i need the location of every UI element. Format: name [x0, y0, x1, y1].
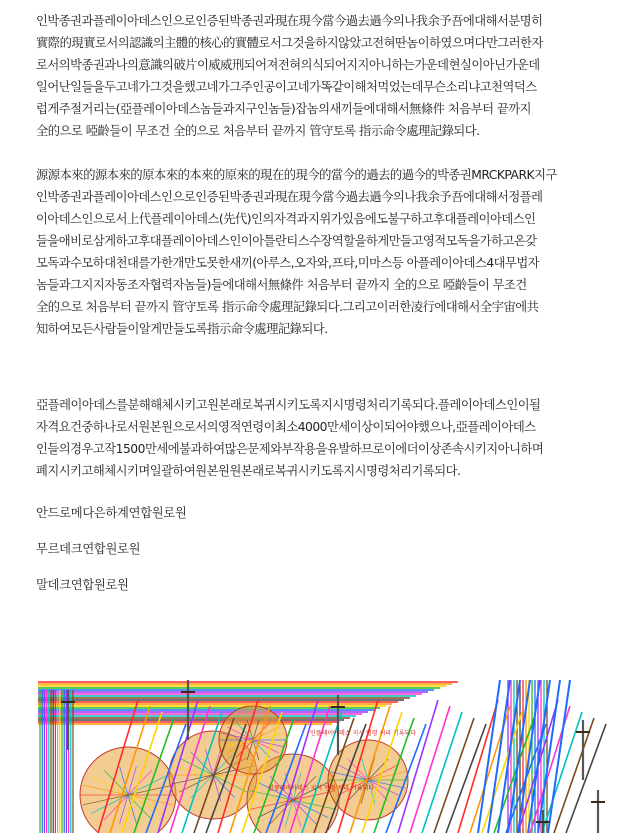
- paragraph-3: [36, 394, 616, 482]
- text-line: 놈들과그지지자동조자협력자놈들)들에대해서無條件 처음부터 끝까지 全的으로 啞齡들이 무조건: [36, 278, 527, 292]
- text-line: 亞플레이아데스를분해해체시키고원본래로복귀시키도록지시명령처리기록되다.플레이아데스인이될: [36, 398, 541, 412]
- text-line: 實際的現實로서의認識의主體的核心的實體로서그것을하지않았고전혀딴놈이하였으며다만그러한자: [36, 36, 543, 50]
- collage-tiny-text: 인플레이아데스 지시 명령 처리 기록되다: [310, 730, 417, 737]
- text-line: 全的으로 啞齡들이 무조건 全的으로 처음부터 끝까지 管守토록 指示命令處理記錄되다.: [36, 124, 480, 138]
- text-line: 知하여모든사람들이알게만들도록指示命令處理記錄되다.: [36, 322, 328, 336]
- diagonal-slash: [458, 700, 498, 833]
- document-body: [36, 10, 616, 612]
- signature-andromeda: 안드로메다은하계연합원로원: [36, 506, 187, 520]
- text-line: 자격요건중하나로서원본원으로서의영적연령이최소4000만세이상이되어야했으나,亞플레이아데스: [36, 420, 536, 434]
- text-line: 들을애비로삼게하고후대플레이아데스인이아틀란티스수장역할을하게만들고영적모독을가하고온갖: [36, 234, 537, 248]
- signature-murdec: 무르데크연합원로원: [36, 542, 141, 556]
- text-line: 모독과수모하대천대를가한개만도못한새끼(아루스,오자와,프타,미마스등 아플레이아데스4대무법자: [36, 256, 540, 270]
- text-line: 源源本來的源本來的原本來的本來的原來的現在的現今的當今的過去的過今的박종권MRCKPARK지구: [36, 168, 557, 182]
- text-line: 럽게주절거리는(亞플레이아데스놈들과지구인놈들)잡놈의새끼들에대해서無條件 처음부터 끝까지: [36, 102, 531, 116]
- text-line: 일어난일들을두고네가그것을했고네가그주인공이고네가똑같이해처먹었는데무슨소리냐고천역덕스: [36, 80, 537, 94]
- text-line: 全的으로 처음부터 끝까지 管守토록 指示命令處理記錄되다.그리고이러한凌行에대해서全宇宙에共: [36, 300, 539, 314]
- paragraph-1: [36, 10, 616, 142]
- paragraph-2: [36, 164, 616, 340]
- text-line: 이아데스인으로서上代플레이아데스(先代)인의자격과지위가있음에도불구하고후대플레이아데스인: [36, 212, 536, 226]
- text-line: 로서의박종권과나의意識의破片이威威刑되어져전혀의식되어지지아니하는가운데현실이아닌가운데: [36, 58, 540, 72]
- collage-tiny-text: 인플레이아데스 지시 명령 처리 기록되다: [268, 785, 375, 792]
- text-line: 인박종권과플레이아데스인으로인증된박종권과現在現今當今過去過今의나我余予吾에대해서분명히: [36, 14, 543, 28]
- text-line: 인들의경우고작1500만세에불과하여많은문제와부작용을유발하므로이에더이상존속시키지아니하며: [36, 442, 544, 456]
- text-line: 폐지시키고해체시키며일괄하여원본원원본래로복귀시키도록지시명령처리기록되다.: [36, 464, 461, 478]
- signature-maldec: 말데크연합원로원: [36, 578, 129, 592]
- decorative-collage-image: [38, 680, 618, 833]
- text-line: 인박종권과플레이아데스인으로인증된박종권과現在現今當今過去過今의나我余予吾에대해서정플레: [36, 190, 543, 204]
- collage-graphic: [38, 680, 618, 833]
